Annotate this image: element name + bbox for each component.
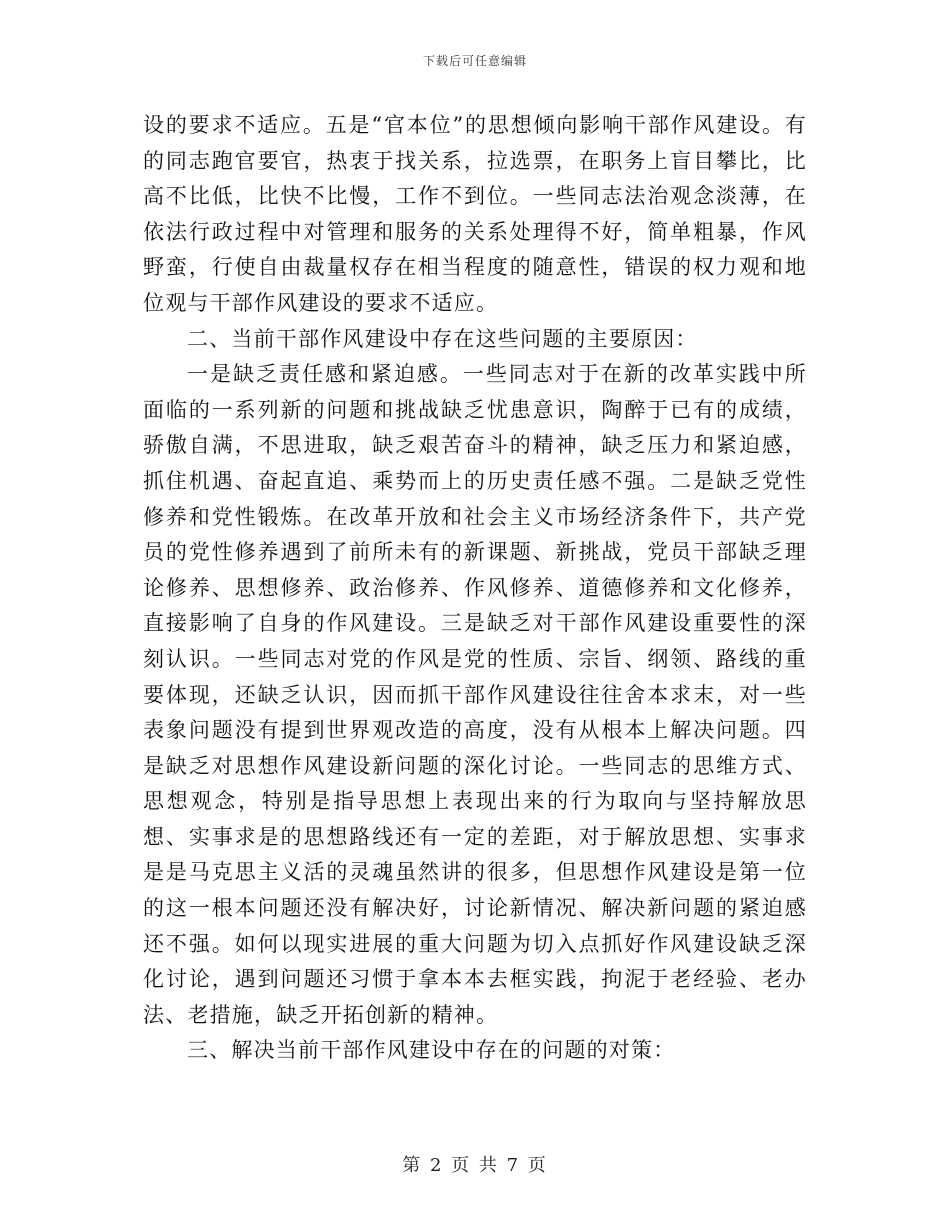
paragraph-4-heading: 三、解决当前干部作风建设中存在的问题的对策：: [187, 1038, 676, 1063]
paragraph-1: 设的要求不适应。五是“官本位”的思想倾向影响干部作风建设。有的同志跑官要官，热衷于找关系，拉选票，在职务上盲目攀比，比高不比低，比快不比慢，工作不到位。一些同志法治观念淡薄，在依法行政过程中对管理和服务的关系处理得不好，简单粗暴，作风野蛮，行使自由裁量权存在相当程度的随意性，错误的权力观和地位观与干部作风建设的要求不适应。: [143, 113, 807, 315]
paragraph-3: 一是缺乏责任感和紧迫感。一些同志对于在新的改革实践中所面临的一系列新的问题和挑战缺乏忧患意识，陶醉于已有的成绩，骄傲自满，不思进取，缺乏艰苦奋斗的精神，缺乏压力和紧迫感，抓住机遇、奋起直追、乘势而上的历史责任感不强。二是缺乏党性修养和党性锻炼。在改革开放和社会主义市场经济条件下，共产党员的党性修养遇到了前所未有的新课题、新挑战，党员干部缺乏理论修养、思想修养、政治修养、作风修养、道德修养和文化修养，直接影响了自身的作风建设。三是缺乏对干部作风建设重要性的深刻认识。一些同志对党的作风是党的性质、宗旨、纲领、路线的重要体现，还缺乏认识，因而抓干部作风建设往往舍本求末，对一些表象问题没有提到世界观改造的高度，没有从根本上解决问题。四是缺乏对思想作风建设新问题的深化讨论。一些同志的思维方式、思想观念，特别是指导思想上表现出来的行为取向与坚持解放思想、实事求是的思想路线还有一定的差距，对于解放思想、实事求是是马克思主义活的灵魂虽然讲的很多，但思想作风建设是第一位的这一根本问题还没有解决好，讨论新情况、解决新问题的紧迫感还不强。如何以现实进展的重大问题为切入点抓好作风建设缺乏深化讨论，遇到问题还习惯于拿本本去框实践，拘泥于老经验、老办法、老措施，缺乏开拓创新的精神。: [143, 362, 807, 1027]
document-body: [143, 108, 807, 1069]
paragraph-2-heading: 二、当前干部作风建设中存在这些问题的主要原因：: [187, 326, 698, 351]
page-header-note: 下载后可任意编辑: [422, 54, 527, 68]
page-number: 第 2 页 共 7 页: [402, 1155, 548, 1176]
